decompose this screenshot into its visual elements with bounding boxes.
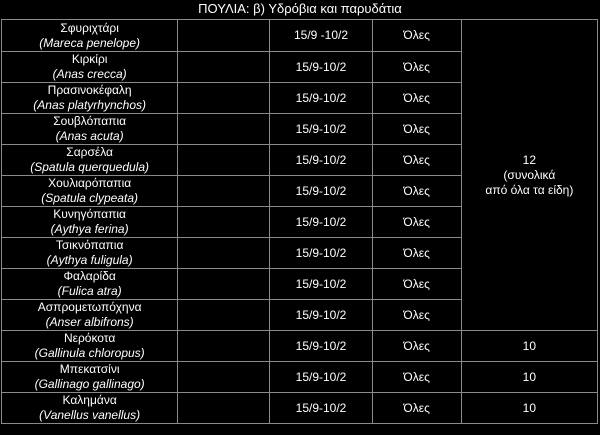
scientific-name: (Vanellus vanellus) [39,408,141,422]
empty-cell [178,269,270,300]
table-row [2,20,598,52]
hunting-days-cell: Όλες [372,207,461,238]
table-row [2,331,598,362]
hunting-days-cell: Όλες [372,52,461,83]
season-period-cell: 15/9-10/2 [270,176,372,207]
empty-cell [178,393,270,424]
scientific-name: (Mareca penelope) [39,35,140,50]
season-period-cell: 15/9 -10/2 [270,20,372,52]
bag-limit-note-2: από όλα τα είδη) [485,182,574,197]
empty-cell [178,83,270,114]
empty-cell [178,52,270,83]
common-name: Μπεκατσίνι [59,362,120,376]
species-name-cell [2,176,178,207]
species-name-cell [2,114,178,145]
empty-cell [178,145,270,176]
scientific-name: (Anser albifrons) [45,315,134,329]
empty-cell [178,238,270,269]
season-period-cell: 15/9-10/2 [270,145,372,176]
common-name: Πρασινοκέφαλη [47,83,132,97]
species-name-cell [2,331,178,362]
species-name-cell [2,269,178,300]
season-period-cell: 15/9-10/2 [270,393,372,424]
common-name: Ασπρομετωπόχηνα [37,300,142,314]
common-name: Χουλιαρόπαπια [48,176,132,190]
scientific-name: (Anas platyrhynchos) [33,98,146,112]
common-name: Φαλαρίδα [63,269,116,283]
scientific-name: (Gallinago gallinago) [34,377,145,391]
empty-cell [178,176,270,207]
scientific-name: (Gallinula chloropus) [34,346,145,360]
empty-cell [178,331,270,362]
hunting-days-cell: Όλες [372,176,461,207]
empty-cell [178,20,270,52]
empty-cell [178,300,270,331]
species-name-cell [2,300,178,331]
species-name-cell [2,393,178,424]
scientific-name: (Anas crecca) [52,67,127,81]
table-caption: ΠΟΥΛΙΑ: β) Υδρόβια και παρυδάτια [198,1,402,16]
common-name: Καλημάνα [62,393,117,407]
scientific-name: (Spatula clypeata) [41,191,138,205]
hunting-days-cell: Όλες [372,20,461,52]
hunting-days-cell: Όλες [372,362,461,393]
species-name-cell [2,207,178,238]
species-name-cell [2,362,178,393]
species-name-cell [2,20,178,52]
scientific-name: (Aythya ferina) [50,222,129,236]
bag-limit-value: 12 [522,152,537,167]
empty-cell [178,207,270,238]
hunting-days-cell: Όλες [372,114,461,145]
season-period-cell: 15/9-10/2 [270,238,372,269]
bag-limit-cell: 10 [461,331,597,362]
common-name: Νερόκοτα [63,331,116,345]
bag-limit-group-cell [461,20,597,331]
common-name: Σουβλόπαπια [53,114,127,128]
species-name-cell [2,83,178,114]
hunting-days-cell: Όλες [372,145,461,176]
species-name-cell [2,145,178,176]
hunting-days-cell: Όλες [372,331,461,362]
table-row [2,393,598,424]
season-period-cell: 15/9-10/2 [270,300,372,331]
bag-limit-cell: 10 [461,362,597,393]
season-period-cell: 15/9-10/2 [270,52,372,83]
species-name-cell [2,52,178,83]
season-period-cell: 15/9-10/2 [270,269,372,300]
table-row [2,362,598,393]
hunting-days-cell: Όλες [372,238,461,269]
common-name: Σαρσέλα [66,145,113,159]
scientific-name: (Fulica atra) [57,284,122,298]
common-name: Τσικνόπαπια [55,238,124,252]
hunting-days-cell: Όλες [372,269,461,300]
empty-cell [178,114,270,145]
hunting-days-cell: Όλες [372,393,461,424]
season-period-cell: 15/9-10/2 [270,207,372,238]
scientific-name: (Aythya fuligula) [46,253,133,267]
scientific-name: (Spatula querquedula) [30,160,150,174]
season-period-cell: 15/9-10/2 [270,83,372,114]
hunting-days-cell: Όλες [372,83,461,114]
empty-cell [178,362,270,393]
hunting-days-cell: Όλες [372,300,461,331]
season-period-cell: 15/9-10/2 [270,362,372,393]
scientific-name: (Anas acuta) [55,129,124,143]
bag-limit-note: (συνολικά [503,167,556,182]
common-name: Σφυριχτάρι [60,20,119,35]
common-name: Κιρκίρι [71,52,108,66]
season-period-cell: 15/9-10/2 [270,114,372,145]
bag-limit-cell: 10 [461,393,597,424]
hunting-species-table [1,19,598,424]
season-period-cell: 15/9-10/2 [270,331,372,362]
common-name: Κυνηγόπαπια [53,207,126,221]
species-name-cell [2,238,178,269]
